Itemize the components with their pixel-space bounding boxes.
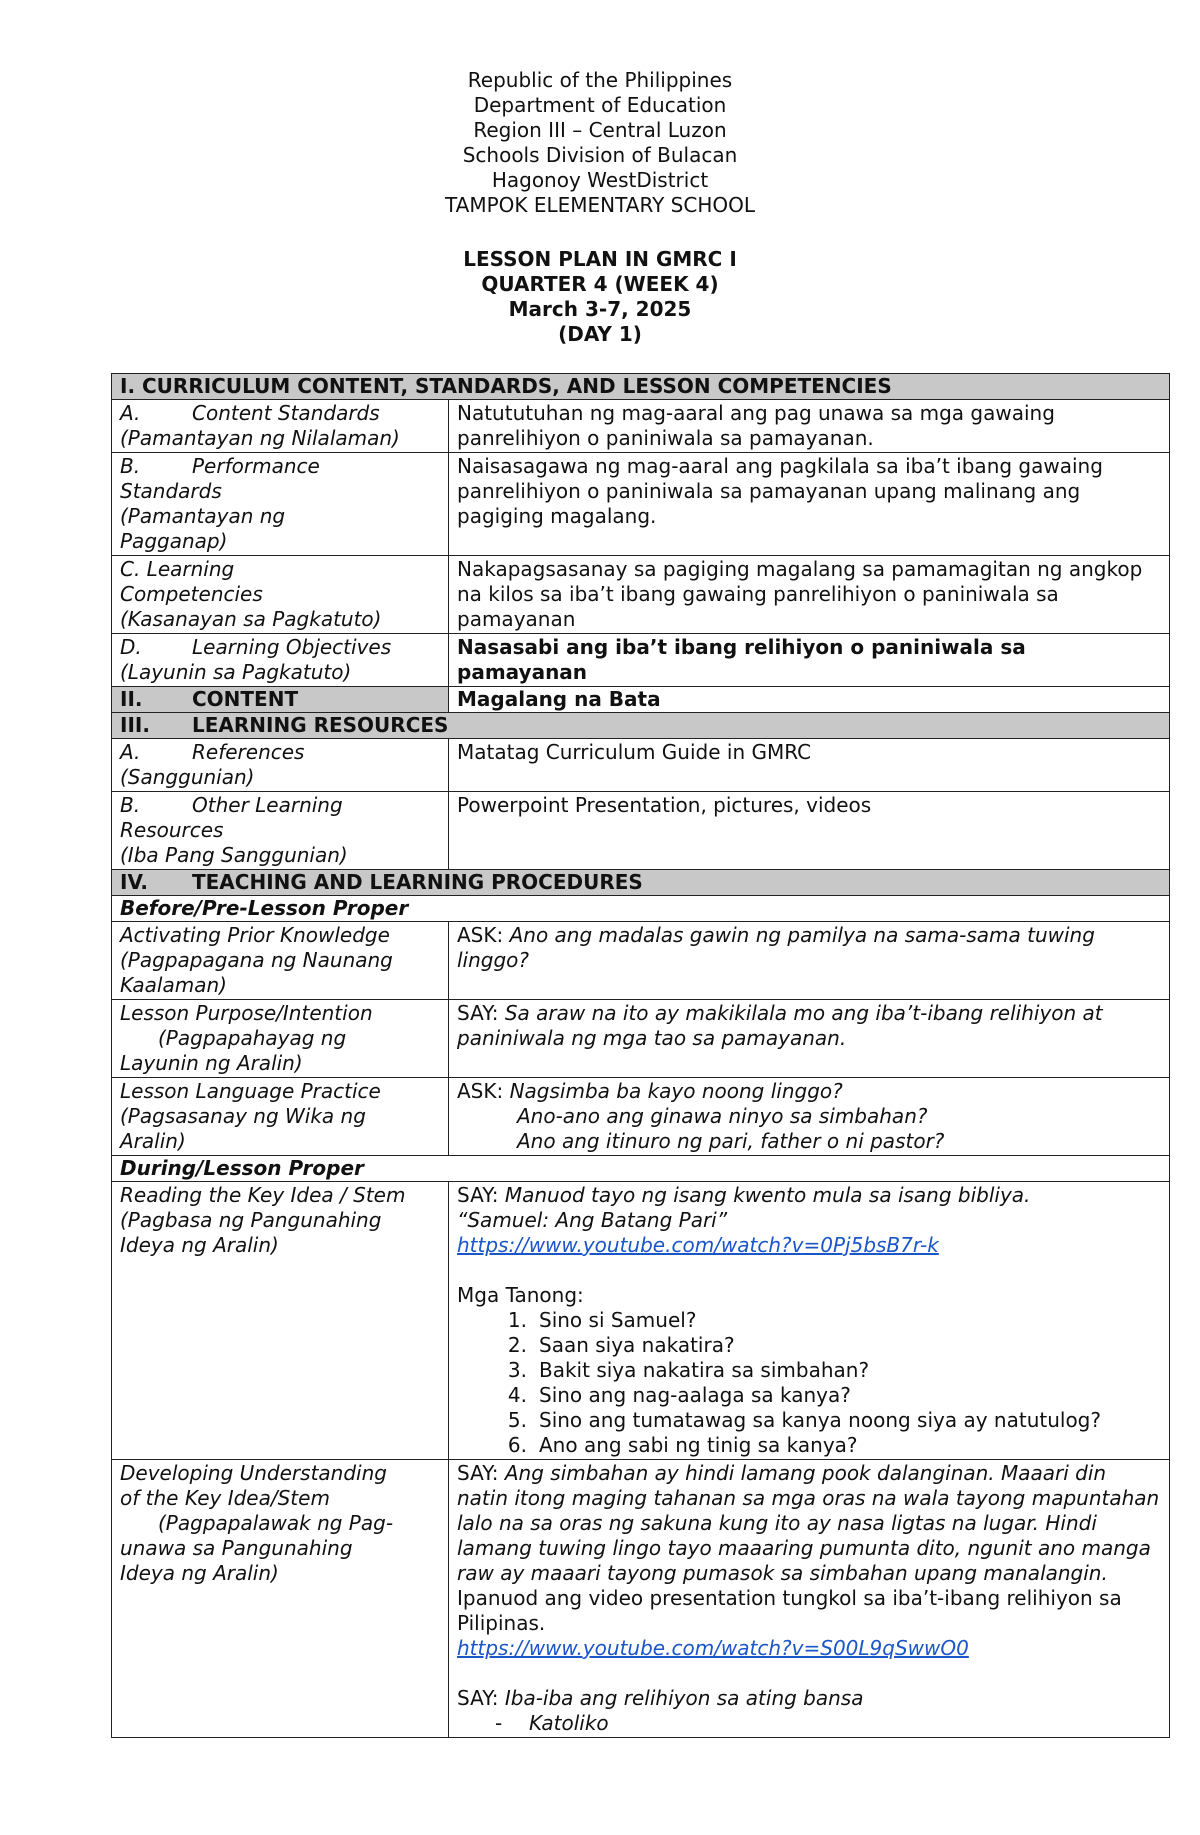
section-number: III. xyxy=(120,713,150,737)
section-content xyxy=(112,687,1170,713)
lesson-title-block xyxy=(0,247,1200,347)
row-label: Learning Objectives xyxy=(192,635,392,659)
prompt-text: Sa araw na ito ay makikilala mo ang iba’t-ibang relihiyon at paniniwala ng mga tao sa pamayanan. xyxy=(457,1001,1103,1050)
list-item: 6. Ano ang sabi ng tinig sa kanya? xyxy=(507,1433,858,1457)
row-references xyxy=(112,739,1170,792)
questions-title: Mga Tanong: xyxy=(457,1283,584,1307)
row-value: Natututuhan ng mag-aaral ang pag unawa sa mga gawaing panrelihiyon o paniniwala sa pamayanan. xyxy=(449,400,1170,453)
section-procedures-title: TEACHING AND LEARNING PROCEDURES xyxy=(192,870,643,894)
header-line-republic: Republic of the Philippines xyxy=(467,68,733,92)
row-label: Developing Understanding xyxy=(120,1461,387,1485)
row-sublabel-cont: Ideya ng Aralin) xyxy=(120,1561,279,1585)
list-item: 4. Sino ang nag-aalaga sa kanya? xyxy=(507,1383,851,1407)
phase-before xyxy=(112,896,1170,922)
prompt-text: Ang simbahan ay hindi lamang pook dalanginan. Maaari din natin itong maging tahanan sa mga oras na wala tayong mapuntahan lalo na sa oras ng sakuna kung ito ay nasa ligtas na lugar. Hindi lamang tuwing lingo tayo maaaring pumunta dito, ngunit ano manga raw ay maaari tayong pumasok sa simbahan upang manalangin. xyxy=(457,1461,1160,1585)
prompt-text: Iba-iba ang relihiyon sa ating bansa xyxy=(504,1686,864,1710)
row-label: Other Learning xyxy=(192,793,343,817)
list-item: 2. Saan siya nakatira? xyxy=(507,1333,735,1357)
row-performance-standards xyxy=(112,453,1170,556)
cue-ask: ASK: xyxy=(457,923,504,947)
header-line-region: Region III – Central Luzon xyxy=(473,118,727,142)
row-label-cont: of the Key Idea/Stem xyxy=(120,1486,330,1510)
cue-ask: ASK: xyxy=(457,1079,504,1103)
questions-list xyxy=(457,1308,1162,1458)
phase-during xyxy=(112,1156,1170,1182)
story-title: “Samuel: Ang Batang Pari” xyxy=(457,1208,728,1232)
lesson-day: (DAY 1) xyxy=(558,322,642,346)
section-curriculum-title: I. CURRICULUM CONTENT, STANDARDS, AND LESSON COMPETENCIES xyxy=(120,374,892,398)
row-sublabel: (Pagpapagana ng Naunang xyxy=(120,948,393,972)
row-sublabel: (Pagpapahayag ng xyxy=(158,1026,347,1050)
row-label: Lesson Language Practice xyxy=(120,1079,381,1103)
section-resources xyxy=(112,713,1170,739)
row-sublabel-cont: Aralin) xyxy=(120,1129,186,1153)
lesson-title: LESSON PLAN IN GMRC I xyxy=(463,247,737,271)
phase-during-title: During/Lesson Proper xyxy=(112,1156,1170,1182)
row-letter: D. xyxy=(120,635,142,659)
prompt-question-1: Nagsimba ba kayo noong linggo? xyxy=(509,1079,843,1103)
prompt-text: Ano ang madalas gawin ng pamilya na sama-sama tuwing linggo? xyxy=(457,923,1095,972)
row-learning-objectives xyxy=(112,634,1170,687)
row-sublabel-cont: unawa sa Pangunahing xyxy=(120,1536,353,1560)
section-procedures xyxy=(112,870,1170,896)
religion-name: Katoliko xyxy=(529,1711,609,1735)
row-developing-understanding xyxy=(112,1460,1170,1738)
row-content-standards xyxy=(112,400,1170,453)
header-line-district: Hagonoy WestDistrict xyxy=(491,168,709,192)
row-value: Naisasagawa ng mag-aaral ang pagkilala sa iba’t ibang gawaing panrelihiyon o paniniwala sa pamayanan upang malinang ang pagiging magalang. xyxy=(449,453,1170,556)
school-header xyxy=(0,68,1200,218)
row-letter: B. xyxy=(120,793,141,817)
row-label: Reading the Key Idea / Stem xyxy=(120,1183,406,1207)
row-sublabel-cont: Ideya ng Aralin) xyxy=(120,1233,279,1257)
prompt-question-3: Ano ang itinuro ng pari, father o ni pastor? xyxy=(517,1129,945,1153)
cue-say: SAY: xyxy=(457,1686,499,1710)
row-label: Content Standards xyxy=(192,401,380,425)
row-sublabel: (Sanggunian) xyxy=(120,765,255,789)
row-language-practice xyxy=(112,1078,1170,1156)
cue-say: SAY: xyxy=(457,1461,499,1485)
video-instruction: Ipanuod ang video presentation tungkol sa iba’t-ibang relihiyon sa Pilipinas. xyxy=(457,1586,1122,1635)
video-link[interactable]: https://www.youtube.com/watch?v=S00L9qSwwO0 xyxy=(457,1636,969,1660)
question-text: Bakit siya nakatira sa simbahan? xyxy=(539,1358,870,1382)
phase-before-title: Before/Pre-Lesson Proper xyxy=(112,896,1170,922)
prompt-text: Manuod tayo ng isang kwento mula sa isang bibliya. xyxy=(504,1183,1031,1207)
row-sublabel: (Pagbasa ng Pangunahing xyxy=(120,1208,382,1232)
row-letter: A. xyxy=(120,740,141,764)
question-text: Sino ang nag-aalaga sa kanya? xyxy=(539,1383,851,1407)
row-sublabel: (Layunin sa Pagkatuto) xyxy=(120,660,352,684)
list-item: - Katoliko xyxy=(495,1711,609,1735)
row-letter: A. xyxy=(120,401,141,425)
content-value: Magalang na Bata xyxy=(449,687,1170,713)
lesson-quarter: QUARTER 4 (WEEK 4) xyxy=(481,272,719,296)
row-value: Powerpoint Presentation, pictures, videos xyxy=(449,792,1170,870)
prompt-question-2: Ano-ano ang ginawa ninyo sa simbahan? xyxy=(517,1104,928,1128)
section-content-title: CONTENT xyxy=(192,687,299,711)
row-learning-competencies xyxy=(112,556,1170,634)
header-line-school: TAMPOK ELEMENTARY SCHOOL xyxy=(444,193,755,217)
row-sublabel-cont: Kaalaman) xyxy=(120,973,227,997)
row-label-cont: Standards xyxy=(120,479,222,503)
video-link[interactable]: https://www.youtube.com/watch?v=0Pj5bsB7r-k xyxy=(457,1233,939,1257)
lesson-date: March 3-7, 2025 xyxy=(508,297,692,321)
row-label: Performance xyxy=(192,454,320,478)
cue-say: SAY: xyxy=(457,1183,499,1207)
row-sublabel: (Pagpapalawak ng Pag- xyxy=(158,1511,394,1535)
header-line-division: Schools Division of Bulacan xyxy=(462,143,738,167)
section-number: IV. xyxy=(120,870,148,894)
header-line-department: Department of Education xyxy=(473,93,727,117)
question-text: Sino si Samuel? xyxy=(539,1308,697,1332)
row-sublabel: (Pamantayan ng Nilalaman) xyxy=(120,426,400,450)
lesson-plan-table xyxy=(111,373,1170,1738)
question-text: Sino ang tumatawag sa kanya noong siya ay natutulog? xyxy=(539,1408,1101,1432)
list-item: 5. Sino ang tumatawag sa kanya noong siya ay natutulog? xyxy=(507,1408,1101,1432)
row-label: C. Learning xyxy=(120,557,235,581)
row-sublabel: (Kasanayan sa Pagkatuto) xyxy=(120,607,382,631)
row-activating-prior-knowledge xyxy=(112,922,1170,1000)
row-label: References xyxy=(192,740,305,764)
question-text: Ano ang sabi ng tinig sa kanya? xyxy=(539,1433,858,1457)
row-sublabel-cont: Layunin ng Aralin) xyxy=(120,1051,303,1075)
row-value: Nakapagsasanay sa pagiging magalang sa pamamagitan ng angkop na kilos sa iba’t ibang gawaing panrelihiyon o paniniwala sa pamayanan xyxy=(449,556,1170,634)
row-label-cont: Competencies xyxy=(120,582,263,606)
row-lesson-purpose xyxy=(112,1000,1170,1078)
list-item: 1. Sino si Samuel? xyxy=(507,1308,697,1332)
list-item: 3. Bakit siya nakatira sa simbahan? xyxy=(507,1358,870,1382)
row-reading-key-idea xyxy=(112,1182,1170,1460)
cue-say: SAY: xyxy=(457,1001,499,1025)
question-text: Saan siya nakatira? xyxy=(539,1333,735,1357)
row-other-resources xyxy=(112,792,1170,870)
section-resources-title: LEARNING RESOURCES xyxy=(192,713,449,737)
row-label: Lesson Purpose/Intention xyxy=(120,1001,373,1025)
row-label: Activating Prior Knowledge xyxy=(120,923,390,947)
row-sublabel-cont: Pagganap) xyxy=(120,529,228,553)
row-sublabel: (Iba Pang Sanggunian) xyxy=(120,843,348,867)
row-sublabel: (Pagsasanay ng Wika ng xyxy=(120,1104,366,1128)
row-value: Nasasabi ang iba’t ibang relihiyon o paniniwala sa pamayanan xyxy=(449,634,1170,687)
section-number: II. xyxy=(120,687,143,711)
section-curriculum xyxy=(112,374,1170,400)
row-label-cont: Resources xyxy=(120,818,224,842)
row-value: Matatag Curriculum Guide in GMRC xyxy=(449,739,1170,792)
row-letter: B. xyxy=(120,454,141,478)
row-sublabel: (Pamantayan ng xyxy=(120,504,286,528)
